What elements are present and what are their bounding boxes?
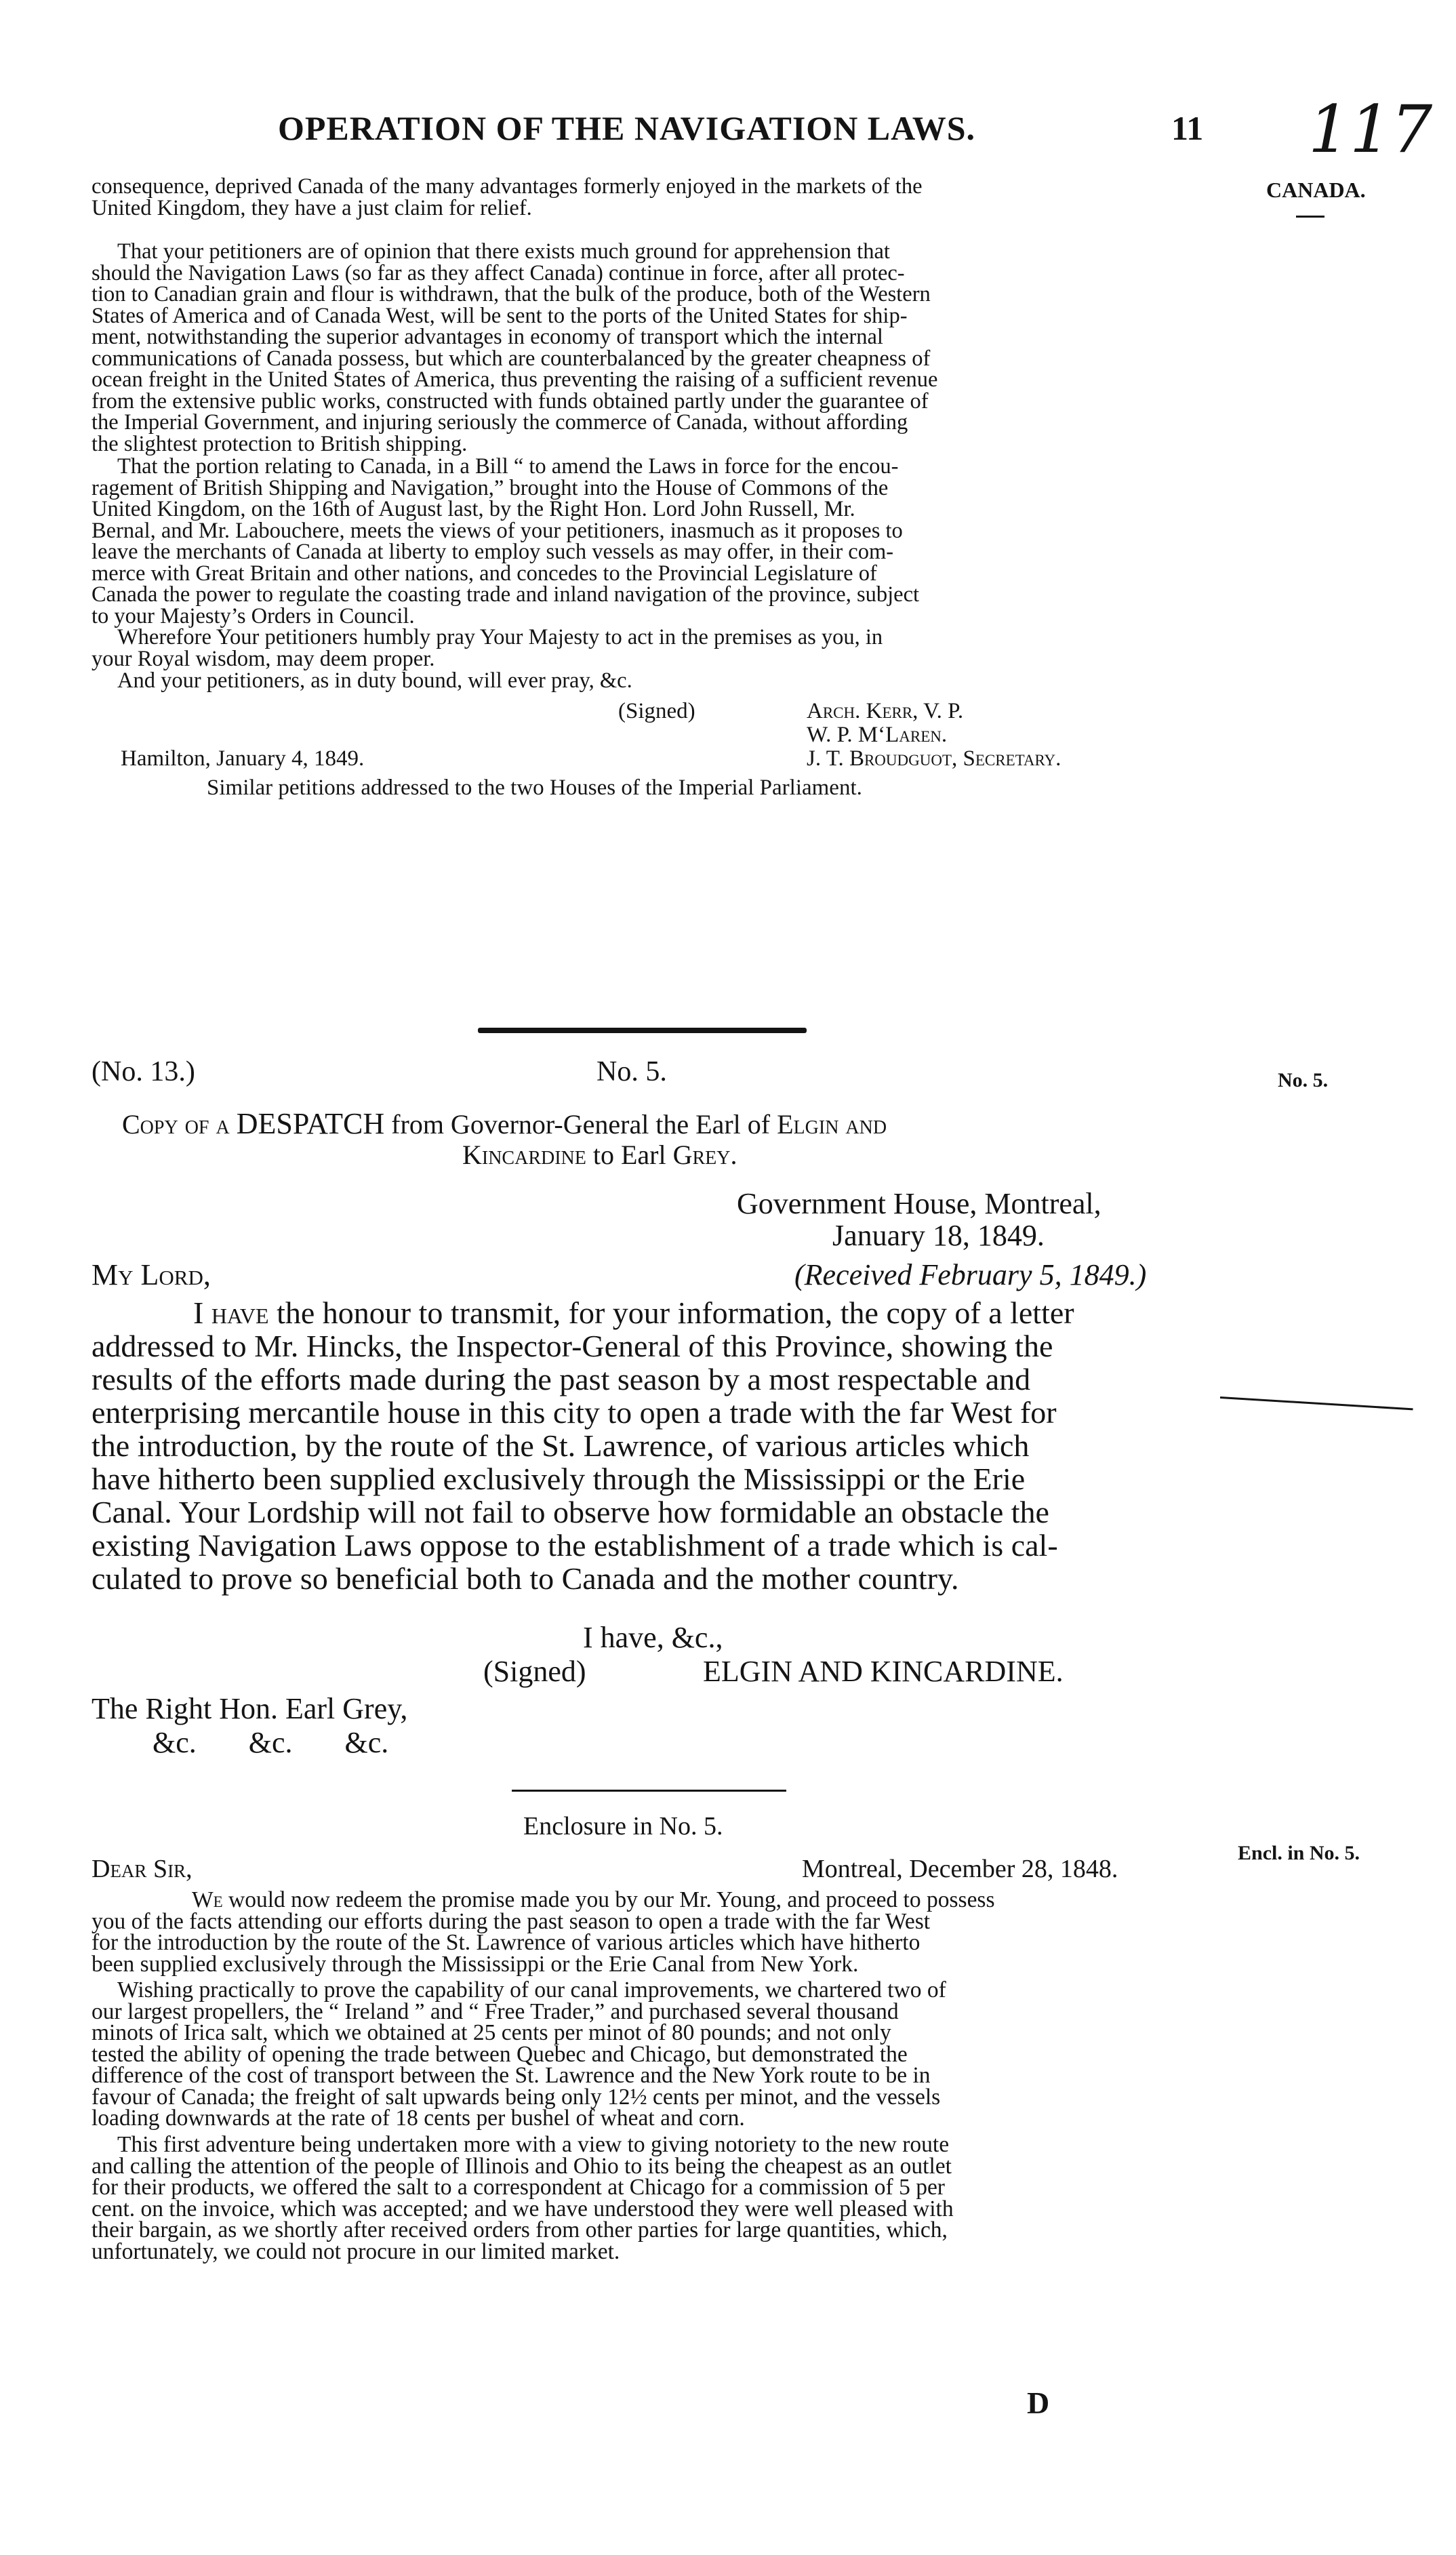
title-to-earl: to Earl: [586, 1140, 673, 1170]
margin-note-canada: CANADA.: [1266, 178, 1366, 202]
enclosure-divider: [512, 1790, 786, 1792]
title-copy: Copy of a: [122, 1109, 237, 1140]
petition-signer-1: Arch. Kerr, V. P.: [807, 699, 964, 723]
despatch-number: No. 5.: [596, 1056, 667, 1087]
title-grey: Grey.: [672, 1140, 737, 1170]
despatch-salutation: My Lord,: [92, 1258, 211, 1291]
despatch-addressee-etc: &c. &c. &c.: [153, 1726, 389, 1759]
enclosure-paragraph-1-text: would now redeem the promise made you by our Mr. Young, and proceed to possess you of the facts attending our efforts during the past season to open a trade with the far West for the introduction by the route of the St. Lawrence of various articles which have hitherto been supplied exclusively through the Mississippi or the Erie Canal from New York.: [92, 1887, 995, 1977]
title-kincardine: Kincardine: [462, 1140, 586, 1170]
enclosure-salutation: Dear Sir,: [92, 1855, 193, 1883]
petition-paragraph-2: That your petitioners are of opinion that there exists much ground for apprehension that should the Navigation Laws (so far as they affect Canada) continue in force, after all protec- tion to Canadian grain and flour is withdrawn, that the bulk of the produce, both of the Western States of America and of Canada West, will be sent to the ports of the United States for ship- ment, notwithstanding the superior advantages in economy of transport which the internal communications of Canada possess, but which are counterbalanced by the greater cheapness of ocean freight in the United States of America, thus preventing the raising of a sufficient revenue from the extensive public works, constructed with funds obtained partly under the guarantee of the Imperial Government, and injuring seriously the commerce of Canada, without affording the slightest protection to British shipping.: [92, 239, 938, 456]
title-elgin: Elgin and: [777, 1109, 887, 1140]
running-title: OPERATION OF THE NAVIGATION LAWS.: [278, 109, 976, 147]
received-date: (Received February 5, 1849.): [794, 1258, 1147, 1291]
enclosure-opening: We: [192, 1887, 223, 1912]
margin-note-encl: Encl. in No. 5.: [1238, 1842, 1360, 1864]
despatch-address-line-1: Government House, Montreal,: [737, 1187, 1101, 1220]
despatch-addressee: The Right Hon. Earl Grey,: [92, 1692, 408, 1725]
margin-note-rule: [1296, 216, 1324, 218]
section-divider-thick: [478, 1028, 807, 1033]
despatch-closing: I have, &c.,: [583, 1621, 723, 1654]
paper-number: (No. 13.): [92, 1056, 195, 1087]
title-despatch: DESPATCH: [236, 1107, 385, 1140]
despatch-signed: (Signed): [483, 1655, 586, 1688]
catchword: D: [1027, 2386, 1050, 2420]
petition-paragraph-3: That the portion relating to Canada, in a Bill “ to amend the Laws in force for the encou- ragement of British Shipping and Navigation,” brought into the House of Commons of the United Kingdom, on the 16th of August last, by the Right Hon. Lord John Russell, Mr. Bernal, and Mr. Labouchere, meets the views of your petitioners, inasmuch as it proposes to leave the merchants of Canada at liberty to employ such vessels as may offer, in their com- merce with Great Britain and other nations, and concedes to the Provincial Legislature of Canada the power to regulate the coasting trade and inland navigation of the province, subject to your Majesty’s Orders in Council.: [92, 454, 920, 628]
despatch-title-line-2: [462, 1139, 737, 1171]
despatch-address-line-2: January 18, 1849.: [832, 1219, 1045, 1252]
handwritten-folio: 117: [1308, 92, 1433, 167]
title-from: from Governor-General the Earl of: [384, 1109, 777, 1140]
petition-signer-3: J. T. Broudguot, Secretary.: [807, 746, 1061, 771]
despatch-signer: ELGIN AND KINCARDINE.: [703, 1655, 1064, 1688]
petition-signed: (Signed): [618, 699, 695, 723]
despatch-title-line-1: [122, 1106, 887, 1141]
margin-pen-stroke: [1220, 1396, 1413, 1410]
margin-note-no5: No. 5.: [1278, 1069, 1329, 1091]
enclosure-paragraph-3: This first adventure being undertaken more with a view to giving notoriety to the new route and calling the attention of the people of Illinois and Ohio to its being the cheapest as an outlet for their products, we offered the salt to a correspondent at Chicago for a commission of 5 per cent. on the invoice, which was accepted; and we have understood they were well pleased with their bargain, as we shortly after received orders from other parties for large quantities, which, unfortunately, we could not procure in our limited market.: [92, 2132, 954, 2264]
similar-petitions-note: Similar petitions addressed to the two Houses of the Imperial Parliament.: [207, 776, 862, 800]
enclosure-paragraph-2: Wishing practically to prove the capability of our canal improvements, we chartered two of our largest propellers, the “ Ireland ” and “ Free Trader,” and purchased several thousand minots of Irica salt, which we obtained at 25 cents per minot of 80 pounds; and not only tested the ability of opening the trade between Quebec and Chicago, but demonstrated the difference of the cost of transport between the St. Lawrence and the New York route to be in favour of Canada; the freight of salt upwards being only 12½ cents per minot, and the vessels loading downwards at the rate of 18 cents per bushel of wheat and corn.: [92, 1977, 946, 2131]
page-number: 11: [1171, 109, 1204, 147]
despatch-body-text: the honour to transmit, for your information, the copy of a letter addressed to Mr. Hincks, the Inspector-General of this Province, showing the results of the efforts made during the past season by a most respectable and enterprising mercantile house in this city to open a trade with the far West for the introduction, by the route of the St. Lawrence, of various articles which have hitherto been supplied exclusively through the Mississippi or the Erie Canal. Your Lordship will not fail to observe how formidable an obstacle the existing Navigation Laws oppose to the establishment of a trade which is cal- culated to prove so beneficial both to Canada and the mother country.: [92, 1295, 1074, 1596]
despatch-body-opening: I have: [193, 1295, 269, 1330]
petition-paragraph-4: Wherefore Your petitioners humbly pray Your Majesty to act in the premises as you, in your Royal wisdom, may deem proper.: [92, 625, 883, 671]
enclosure-paragraph-1: [92, 1889, 1203, 1975]
petition-paragraph-5: And your petitioners, as in duty bound, will ever pray, &c.: [117, 668, 632, 693]
enclosure-date: Montreal, December 28, 1848.: [802, 1855, 1118, 1883]
petition-paragraph-1: consequence, deprived Canada of the many advantages formerly enjoyed in the markets of the United Kingdom, they have a just claim for relief.: [92, 174, 923, 220]
petition-place-date: Hamilton, January 4, 1849.: [121, 746, 365, 771]
enclosure-heading: Enclosure in No. 5.: [523, 1812, 723, 1840]
despatch-body: [92, 1296, 1203, 1595]
petition-signer-2: W. P. M‘Laren.: [807, 723, 948, 747]
